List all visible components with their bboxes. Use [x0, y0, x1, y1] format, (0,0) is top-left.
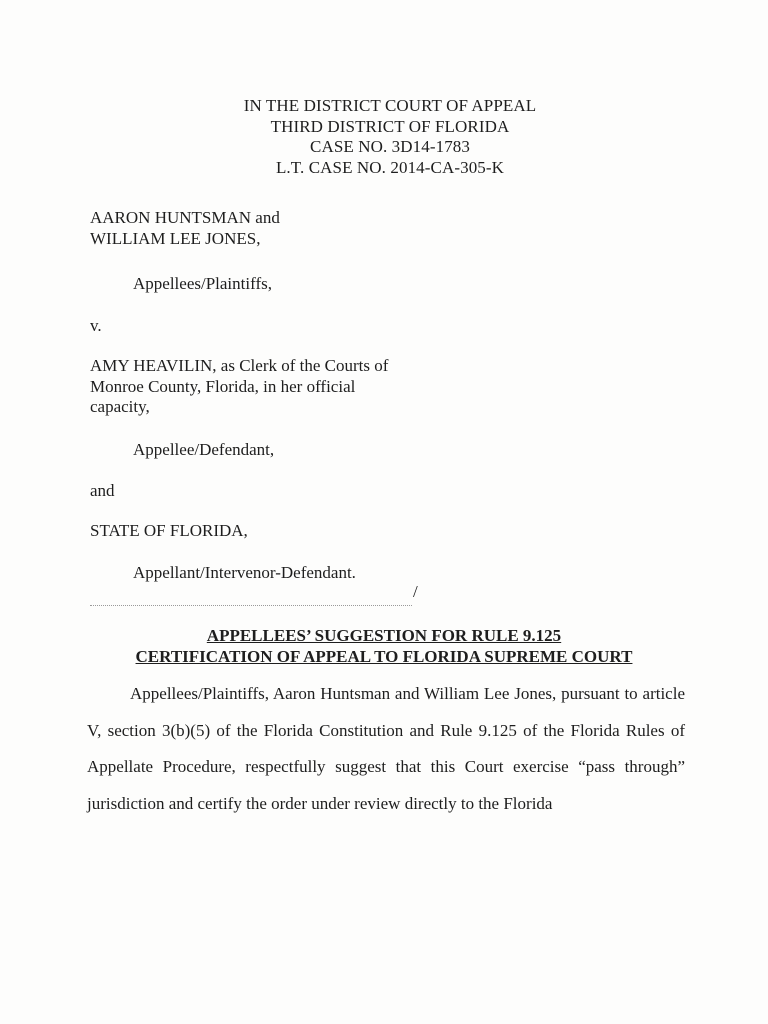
state-party: STATE OF FLORIDA, [90, 521, 248, 540]
caption-separator-line [90, 605, 412, 606]
plaintiffs-role: Appellees/Plaintiffs, [133, 274, 272, 293]
and-conjunction: and [90, 481, 115, 500]
plaintiff-line-1: AARON HUNTSMAN and [90, 208, 280, 227]
versus-label: v. [90, 316, 102, 335]
case-number: CASE NO. 3D14-1783 [310, 137, 470, 156]
clerk-role: Appellee/Defendant, [133, 440, 275, 459]
clerk-line-3: capacity, [90, 397, 150, 416]
heading-line-1: APPELLEES’ SUGGESTION FOR RULE 9.125 [206, 626, 562, 645]
court-name: IN THE DISTRICT COURT OF APPEAL [243, 96, 537, 115]
plaintiff-line-2: WILLIAM LEE JONES, [90, 228, 261, 248]
district-name: THIRD DISTRICT OF FLORIDA [270, 116, 510, 136]
heading-line-2: CERTIFICATION OF APPEAL TO FLORIDA SUPREME COURT [135, 646, 633, 666]
plaintiffs-names [90, 208, 280, 249]
state-role: Appellant/Intervenor-Defendant. [133, 563, 356, 582]
body-paragraph: Appellees/Plaintiffs, Aaron Huntsman and William Lee Jones, pursuant to article V, section 3(b)(5) of the Florida Constitution and Rule 9.125 of the Florida Rules of Appellate Procedure, respectfully suggest that this Court exercise “pass through” jurisdiction and certify the order under review directly to the Florida [87, 684, 685, 813]
clerk-line-2: Monroe County, Florida, in her official [90, 376, 356, 396]
document-heading [0, 626, 768, 667]
lower-tribunal-case-number: L.T. CASE NO. 2014-CA-305-K [275, 157, 505, 177]
case-caption [0, 96, 768, 178]
clerk-line-1: AMY HEAVILIN, as Clerk of the Courts of [90, 356, 389, 375]
caption-end-slash: / [413, 582, 418, 601]
clerk-party [90, 356, 388, 418]
